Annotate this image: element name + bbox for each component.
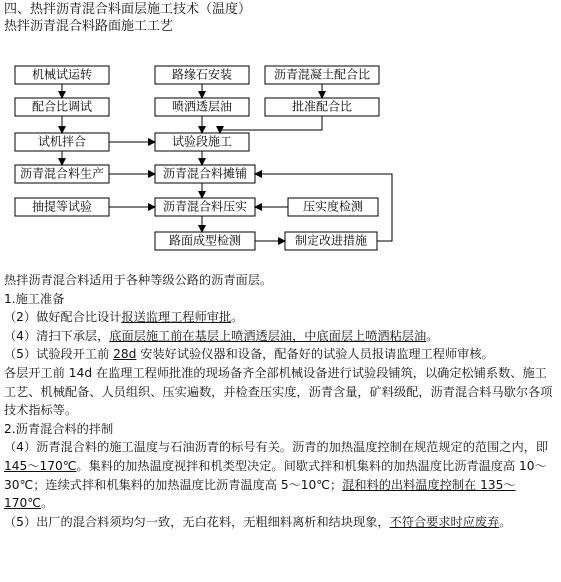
paragraph-6: 各层开工前 14d 在监理工程师批准的现场备齐全部机械设备进行试验段铺筑，以确定松铺系数、施工工艺、机械配备、人员组织、压实遍数，并检查压实度，沥青含量，矿料级配，沥青混合料马歇尔各项技术指标等。 — [4, 365, 553, 418]
flow-box-label: 路面成型检测 — [168, 233, 242, 248]
flow-box-pavement-inspection — [155, 232, 255, 250]
paragraph-4: （4）清扫下承层，底面层施工前在基层上喷洒透层油，中底面层上喷洒粘层油。 — [4, 328, 439, 343]
intro-paragraph: 热拌沥青混合料适用于各种等级公路的沥青面层。 — [4, 273, 273, 287]
flow-box-label: 制定改进措施 — [294, 233, 368, 248]
flow-box-improvement-measures — [285, 232, 377, 250]
flow-box-label: 试验段施工 — [171, 134, 233, 149]
flow-box-label: 沥青混合料生产 — [19, 166, 105, 181]
flow-box-label: 配合比调试 — [31, 99, 93, 114]
underlined-text: 报送监理工程师审批 — [121, 310, 232, 325]
flow-box-trial-mixing — [15, 133, 109, 151]
flow-box-curb-installation — [155, 66, 249, 84]
flow-box-label: 喷洒透层油 — [171, 99, 233, 114]
flow-box-compaction-test — [288, 198, 378, 216]
diagram-subheading: 热拌沥青混合料路面施工工艺 — [4, 19, 174, 34]
flow-box-label: 沥青混凝土配合比 — [273, 67, 371, 82]
paragraph-8: （5）出厂的混合料须均匀一致，无白花料，无粗细料离析和结块现象，不符合要求时应废弃。 — [4, 514, 512, 529]
flow-box-label: 机械试运转 — [31, 67, 93, 82]
paragraph-7: （4）沥青混合料的施工温度与石油沥青的标号有关。沥青的加热温度控制在规范规定的范围之内，即 145～170℃。集料的加热温度视拌和机类型决定。间歇式拌和机集料的加热温度比沥青温度高 10～30℃；连续式拌和机集料的加热温度比沥青温度高 5～10℃；混和料的出料温度控制在 135～170℃。 — [4, 440, 549, 511]
paragraph-2: （2）做好配合比设计报送监理工程师审批。 — [4, 310, 244, 325]
flow-box-label: 试机拌合 — [37, 134, 87, 149]
construction-flowchart — [0, 0, 561, 262]
flow-box-mix-ratio-adjust — [15, 98, 109, 116]
flow-box-label: 压实度检测 — [302, 199, 364, 214]
flow-box-approved-mix-ratio — [265, 98, 379, 116]
flow-box-extraction-test — [15, 198, 109, 216]
underlined-text: 混和料的出料温度控制在 135～170℃ — [4, 477, 516, 511]
section-asphalt-mixing: 2.沥青混合料的拌制 — [4, 421, 114, 436]
flow-box-label: 沥青混合料压实 — [162, 199, 248, 214]
body-text — [4, 271, 557, 531]
flow-box-label: 抽提等试验 — [31, 199, 93, 214]
underlined-text: 底面层施工前在基层上喷洒透层油，中底面层上喷洒粘层油 — [109, 328, 427, 343]
underlined-text: 不符合要求时应废弃 — [389, 514, 500, 529]
flow-box-asphalt-paving — [155, 165, 255, 183]
flow-box-label: 路缘石安装 — [171, 67, 233, 82]
flow-box-label: 批准配合比 — [291, 99, 353, 114]
underlined-text: 28d — [113, 347, 137, 362]
flow-box-asphalt-compaction — [155, 198, 255, 216]
section-construction-prep: 1.施工准备 — [4, 291, 65, 306]
paragraph-5: （5）试验段开工前 28d 安装好试验仪器和设备，配备好的试验人员报请监理工程师审核。 — [4, 347, 494, 362]
flow-box-trial-section — [155, 133, 249, 151]
flow-box-asphalt-production — [15, 165, 109, 183]
flow-box-label: 沥青混合料摊铺 — [162, 166, 248, 181]
underlined-text: 145～170℃ — [4, 458, 77, 473]
section-heading: 四、热拌沥青混合料面层施工技术（温度） — [4, 2, 252, 17]
flow-box-asphalt-mix-ratio — [265, 66, 379, 84]
flow-box-prime-coat — [155, 98, 249, 116]
flow-box-machine-trial-run — [15, 66, 109, 84]
